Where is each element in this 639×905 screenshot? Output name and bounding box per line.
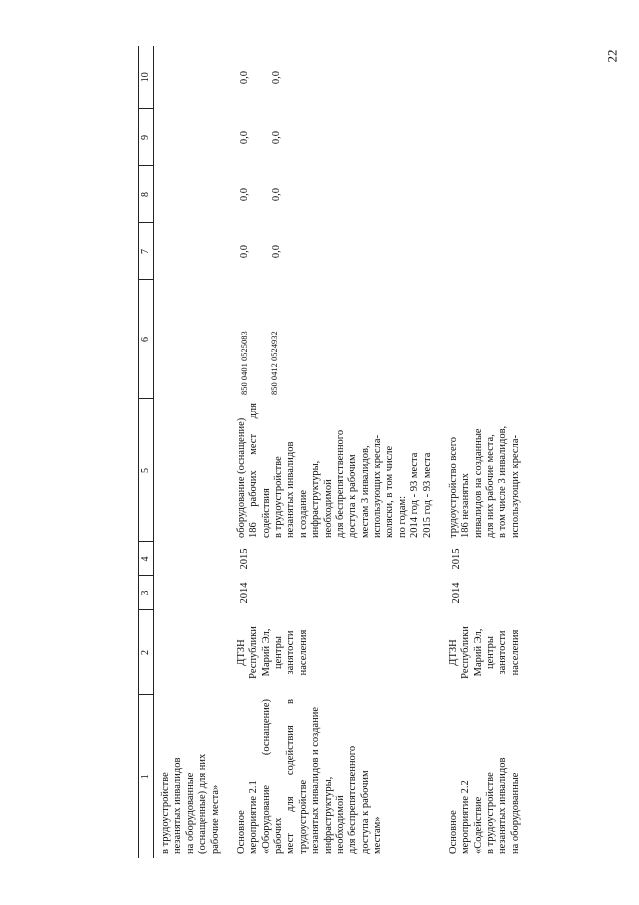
cell-line: незанятых инвалидов и создание [310, 706, 322, 854]
cell-line: в том числе 3 инвалидов, [497, 425, 509, 538]
cell-line: в трудоустройстве [160, 772, 171, 854]
cell-line: местам 3 инвалидов, [359, 445, 371, 538]
value-cell-7 [154, 223, 230, 280]
cell-line: на оборудованные [509, 772, 521, 854]
cell-line: коляски, в том числе [384, 445, 396, 538]
cell-line: незанятых инвалидов [172, 757, 184, 854]
program-activities-table [138, 46, 530, 858]
cell-line: использующих кресла- [509, 435, 521, 538]
activity-name-cell [442, 695, 530, 858]
column-header: 1 [139, 695, 154, 858]
page-number: 22 [604, 49, 620, 63]
cell-line: инфраструктуры, [310, 460, 322, 538]
value-cell-10 [154, 46, 230, 109]
executor-cell: ДТЗН Республики Марий Эл, центры занятости населения [447, 626, 521, 679]
result-cell [442, 399, 530, 542]
executor-cell: ДТЗН Республики Марий Эл, центры занятости населения [235, 626, 309, 679]
cell-line: для беспрепятственного [334, 429, 346, 538]
cell-line: 2014 год - 93 места [409, 452, 421, 538]
cell-line: Основное [447, 810, 459, 854]
value-cell-7 [442, 223, 530, 280]
rotated-table-wrapper [138, 46, 618, 858]
cell-line: для них рабочие места, [485, 434, 496, 538]
cell-line: на оборудованные [184, 772, 196, 854]
cell-line: оборудование (оснащение) [235, 417, 247, 538]
cell-line: «Оборудование (оснащение) рабочих [260, 699, 284, 854]
value-cell-9 [442, 109, 530, 166]
cell-line: в трудоустройстве [273, 456, 284, 538]
value-cell-10 [230, 46, 442, 109]
column-header: 6 [139, 280, 154, 399]
cell-line: 0,0 [238, 130, 250, 145]
cell-line: 0,0 [238, 70, 250, 85]
column-number-row [139, 46, 154, 858]
cell-line: незанятых инвалидов [497, 757, 509, 854]
column-header: 7 [139, 223, 154, 280]
cell-line: 0,0 [271, 130, 283, 145]
result-cell [154, 399, 230, 542]
table-row [230, 46, 442, 858]
budget-code-cell [154, 280, 230, 399]
activity-name-cell [230, 695, 442, 858]
cell-line: 186 незанятых [460, 473, 472, 538]
cell-line: мест для содействия в трудоустройстве [285, 699, 309, 854]
cell-line: незанятых инвалидов [285, 441, 297, 538]
cell-line: необходимой [322, 479, 334, 538]
end-year-cell: 2015 [238, 548, 250, 570]
end-year-cell: 2015 [450, 548, 462, 570]
value-cell-8 [442, 166, 530, 223]
value-cell-9 [154, 109, 230, 166]
cell-line: рабочие места» [209, 784, 221, 854]
cell-line: использующих кресла- [372, 435, 383, 538]
cell-line: доступа к рабочим [359, 770, 371, 854]
column-header: 8 [139, 166, 154, 223]
cell-line: 850 0401 0525083 [238, 331, 249, 395]
column-header: 2 [139, 610, 154, 695]
cell-line: 0,0 [271, 70, 283, 85]
cell-line: 0,0 [271, 244, 283, 259]
column-header: 4 [139, 542, 154, 576]
cell-line: 850 0412 0524932 [268, 331, 279, 395]
cell-line: в трудоустройстве [485, 772, 496, 854]
cell-line: необходимой [334, 795, 346, 854]
value-cell-9 [230, 109, 442, 166]
start-year-cell [154, 576, 230, 610]
value-cell-10 [442, 46, 530, 109]
cell-line: для беспрепятственного [347, 745, 359, 854]
column-header: 5 [139, 399, 154, 542]
result-cell [230, 399, 442, 542]
column-header: 10 [139, 46, 154, 109]
activity-name-cell [154, 695, 230, 858]
cell-line: 186 рабочих мест для содействия [248, 403, 272, 538]
table-row [442, 46, 530, 858]
cell-line: Основное [235, 810, 247, 854]
budget-code-cell [230, 280, 442, 399]
value-cell-7 [230, 223, 442, 280]
start-year-cell: 2014 [450, 582, 462, 604]
cell-line: трудоустройство всего [447, 436, 459, 538]
budget-code-cell [442, 280, 530, 399]
cell-line: инфраструктуры, [322, 776, 334, 854]
cell-line: доступа к рабочим [347, 454, 359, 538]
cell-line: инвалидов на созданные [472, 428, 484, 538]
cell-line: мероприятие 2.2 [460, 780, 472, 854]
column-header: 9 [139, 109, 154, 166]
value-cell-8 [154, 166, 230, 223]
cell-line: по годам: [396, 495, 408, 538]
cell-line: и создание [297, 489, 309, 538]
cell-line: «Содействие [472, 796, 484, 854]
value-cell-8 [230, 166, 442, 223]
cell-line: 0,0 [271, 187, 283, 202]
table-row [154, 46, 230, 858]
cell-line: (оснащенные) для них [197, 753, 209, 854]
cell-line: 2015 год - 93 места [421, 452, 433, 538]
column-header: 3 [139, 576, 154, 610]
cell-line: 0,0 [238, 187, 250, 202]
cell-line: местам» [372, 816, 383, 854]
end-year-cell [154, 542, 230, 576]
start-year-cell: 2014 [238, 582, 250, 604]
executor-cell [154, 610, 230, 695]
cell-line: 0,0 [238, 244, 250, 259]
cell-line: мероприятие 2.1 [248, 780, 260, 854]
